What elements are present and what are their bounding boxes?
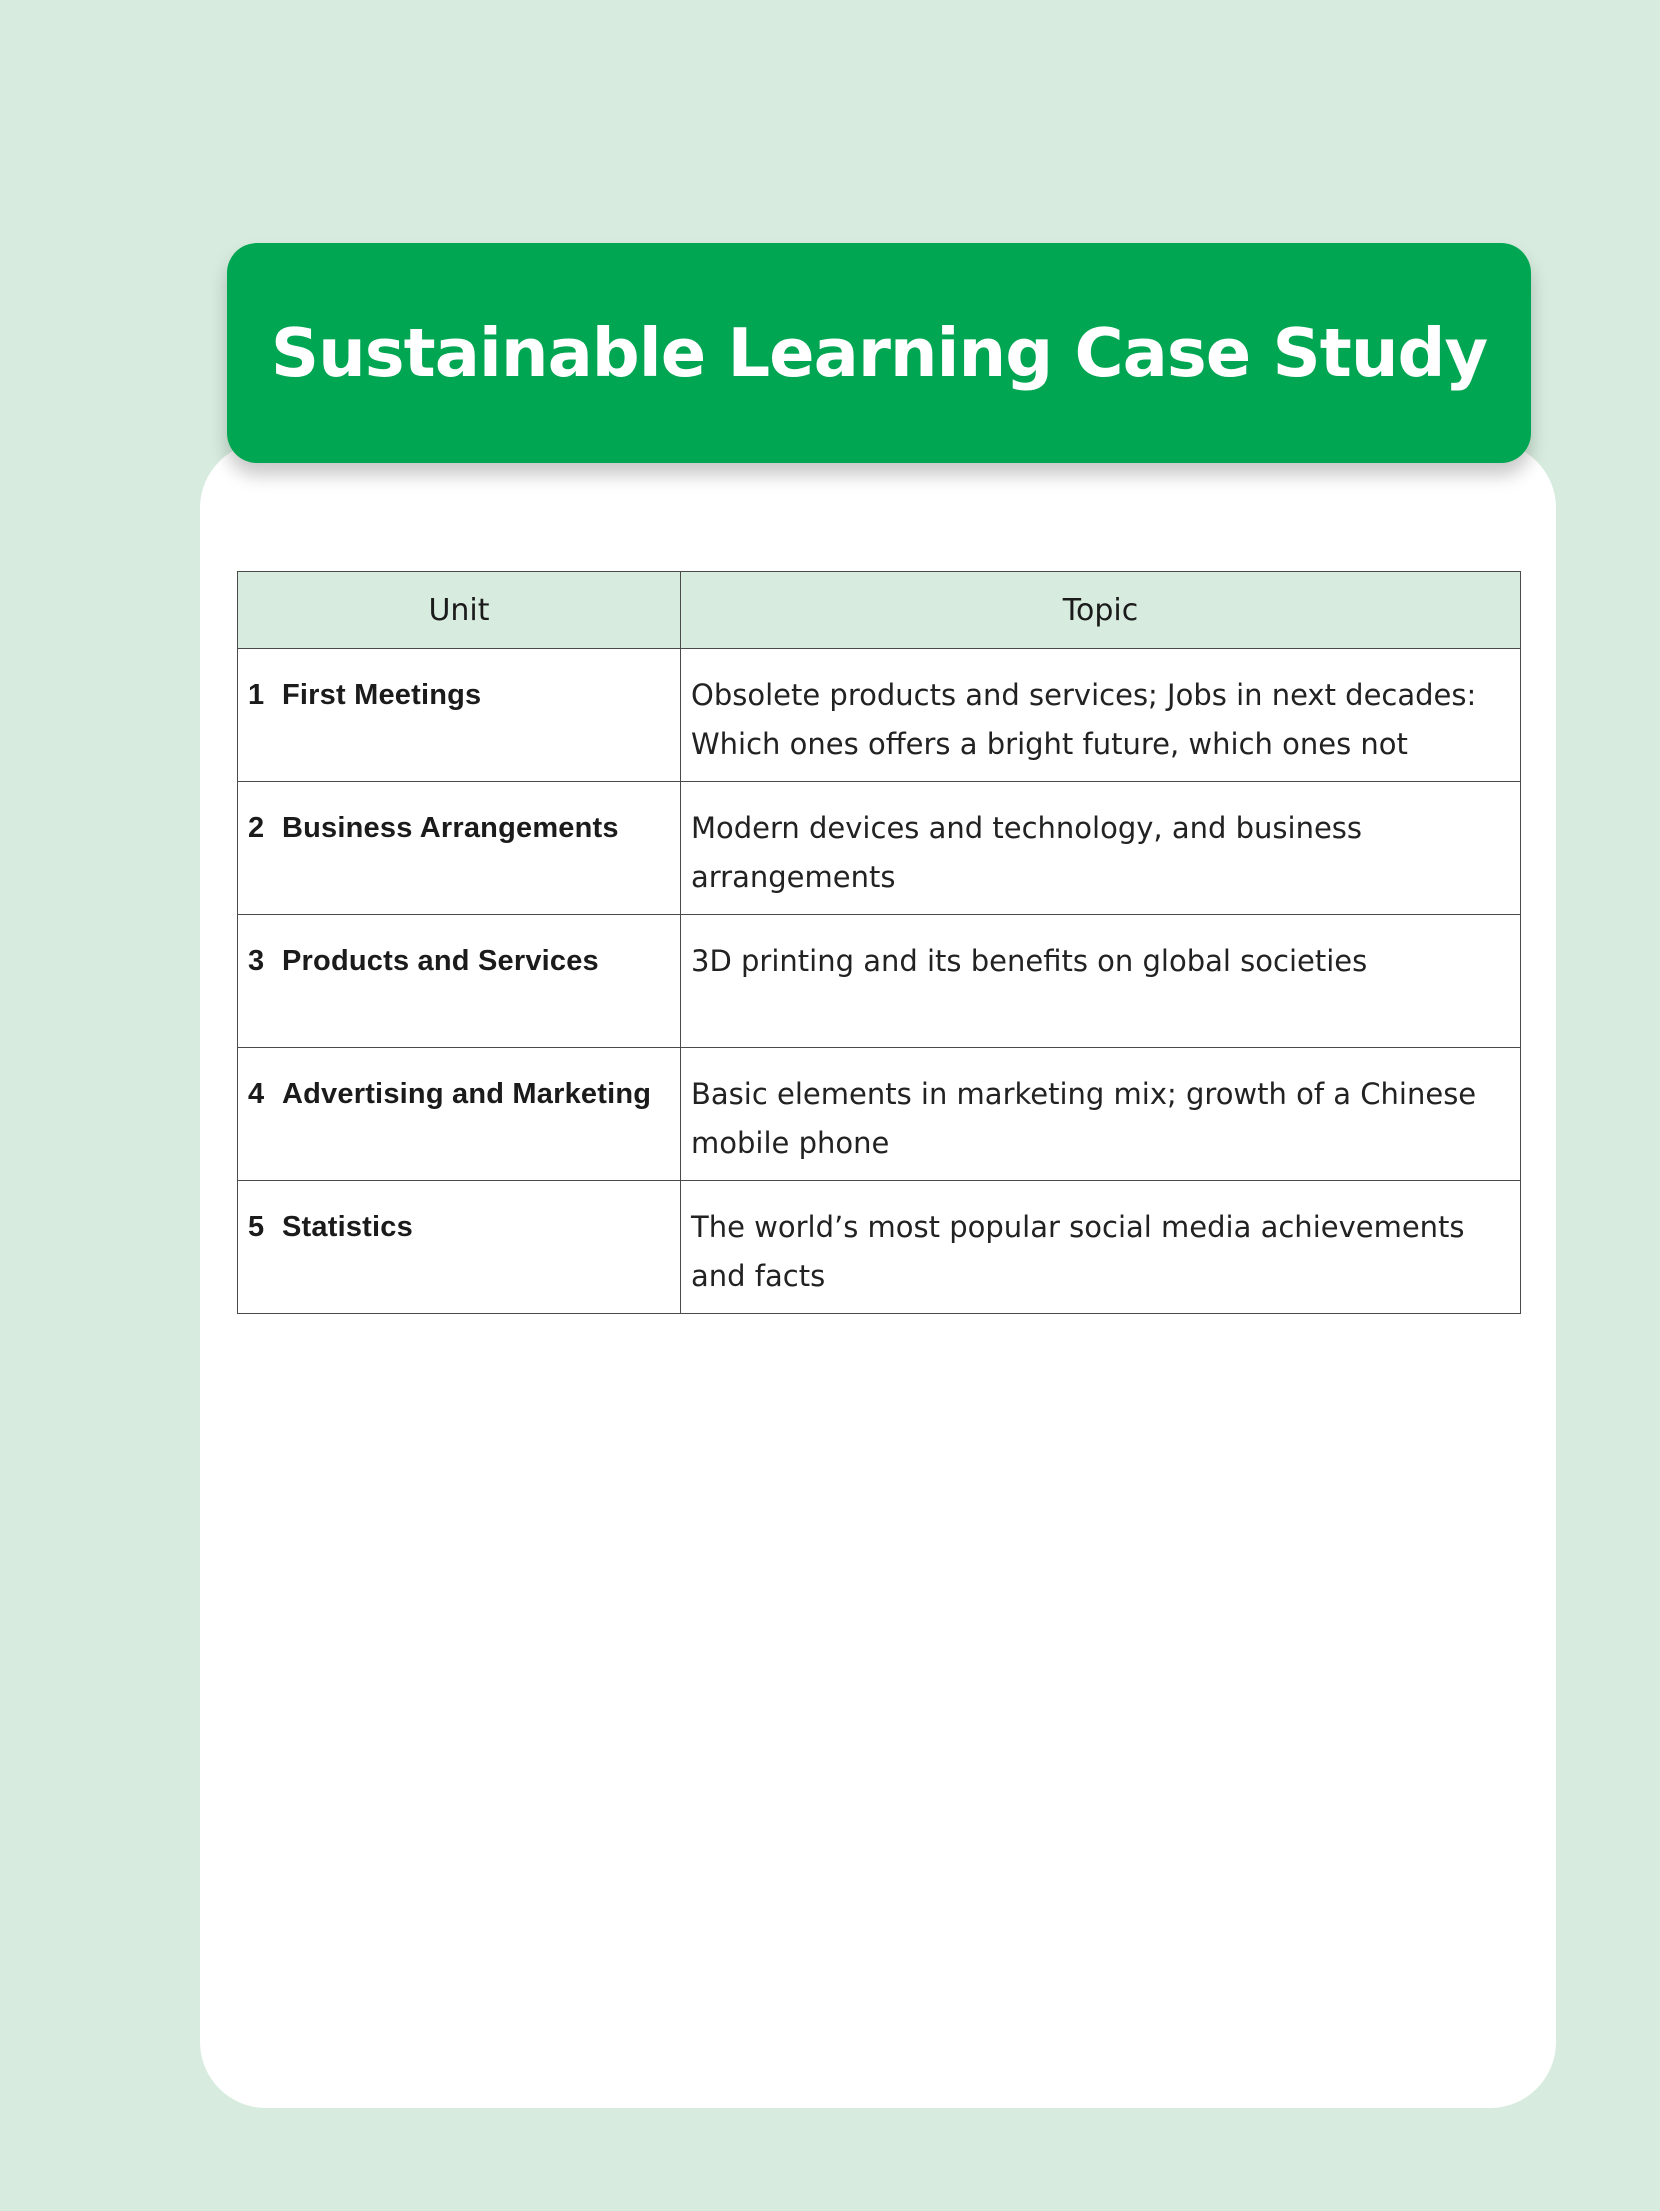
table-row (238, 915, 1521, 1048)
topic-cell: Obsolete products and services; Jobs in next decades: Which ones offers a bright future, which ones not (681, 649, 1521, 782)
table-row (238, 1048, 1521, 1181)
unit-cell (238, 782, 681, 915)
unit-topic-table (237, 571, 1521, 1314)
unit-name: Statistics (282, 1211, 413, 1243)
unit-name: Business Arrangements (282, 812, 619, 844)
unit-cell (238, 915, 681, 1048)
unit-number: 4 (248, 1078, 265, 1110)
title-banner (227, 243, 1531, 463)
table-header-row (238, 572, 1521, 649)
unit-number: 5 (248, 1211, 265, 1243)
unit-name: Products and Services (282, 945, 599, 977)
unit-name: Advertising and Marketing (282, 1078, 652, 1110)
unit-cell (238, 1181, 681, 1314)
unit-number: 1 (248, 679, 265, 711)
topic-cell: The world’s most popular social media achievements and facts (681, 1181, 1521, 1314)
unit-cell (238, 1048, 681, 1181)
topic-cell: Basic elements in marketing mix; growth of a Chinese mobile phone (681, 1048, 1521, 1181)
table-row (238, 782, 1521, 915)
topic-cell: 3D printing and its benefits on global societies (681, 915, 1521, 1048)
unit-number: 3 (248, 945, 265, 977)
unit-cell (238, 649, 681, 782)
header-topic: Topic (681, 572, 1521, 649)
table-row (238, 1181, 1521, 1314)
topic-cell: Modern devices and technology, and business arrangements (681, 782, 1521, 915)
header-unit: Unit (238, 572, 681, 649)
page-title: Sustainable Learning Case Study (270, 314, 1488, 392)
unit-name: First Meetings (282, 679, 482, 711)
table-row (238, 649, 1521, 782)
unit-number: 2 (248, 812, 265, 844)
